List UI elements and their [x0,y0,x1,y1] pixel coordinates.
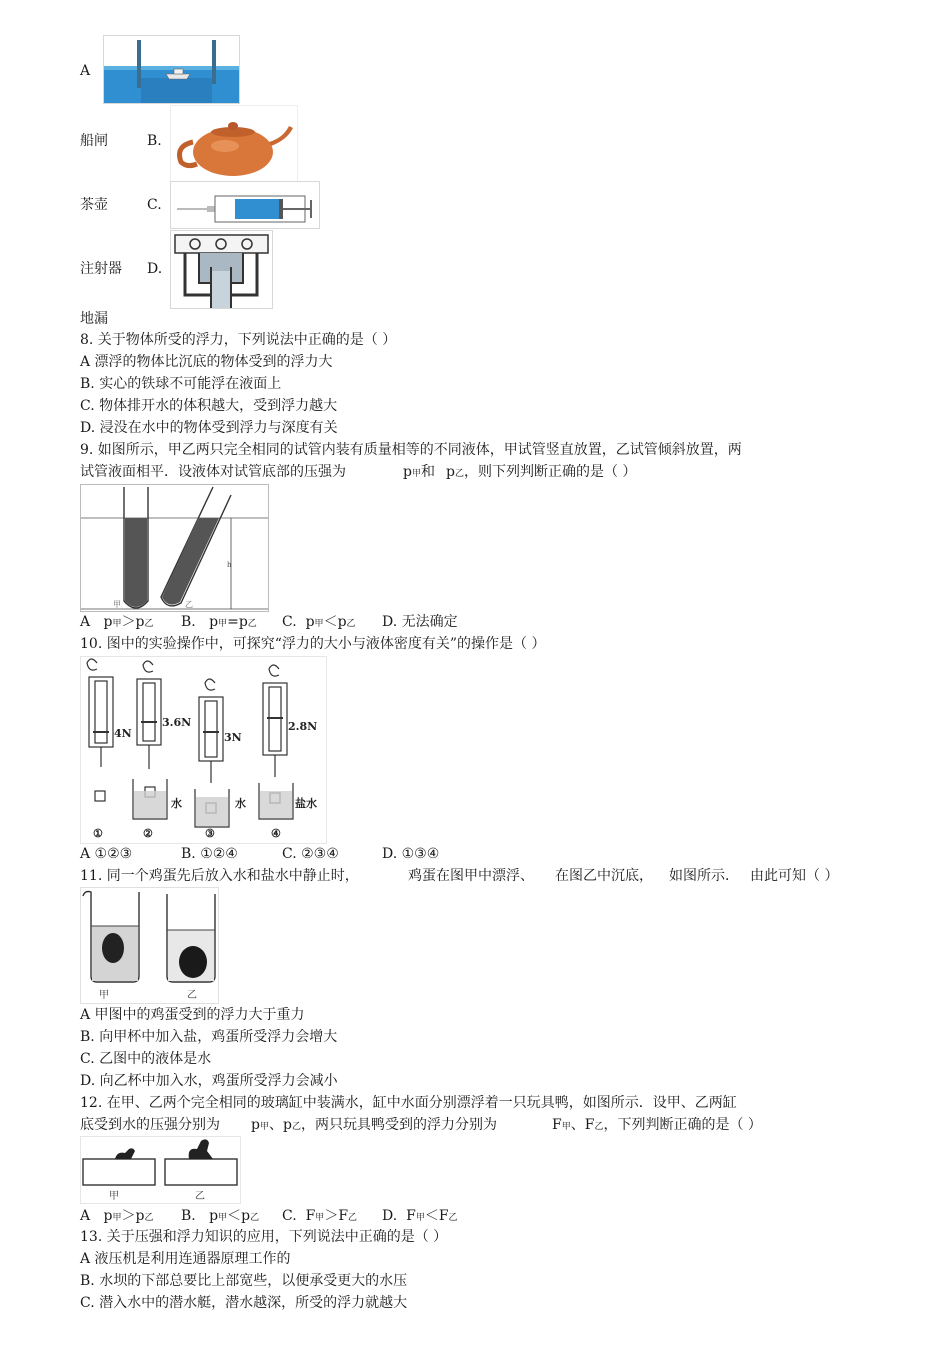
fig-jia-label: 甲 [109,1191,119,1202]
q8-option-d: D. 浸没在水中的物体受到浮力与深度有关 [80,420,338,436]
q9-option-b: B. p甲=p乙 [181,614,257,630]
fig-yi-label: 乙 [187,990,197,1001]
q9-option-d: D. 无法确定 [382,614,458,630]
q12-stem-line1: 12. 在甲、乙两个完全相同的玻璃缸中装满水，缸中水面分别漂浮着一只玩具鸭，如图所示．设甲、乙两缸 [80,1095,737,1111]
q10-stem: 10. 图中的实验操作中，可探究“浮力的大小与液体密度有关”的操作是（ ） [80,636,546,652]
fig-jia-label: 甲 [113,600,121,609]
toy-duck-tanks-figure [80,1136,241,1204]
fig-yi-label: 乙 [185,600,193,609]
q8-option-a: A 漂浮的物体比沉底的物体受到的浮力大 [80,354,333,370]
q12-option-d: D. F甲＜F乙 [382,1208,458,1224]
q12-stem-line2-start: 底受到水的压强分别为 [80,1117,220,1133]
q11-option-d: D. 向乙杯中加入水，鸡蛋所受浮力会减小 [80,1073,338,1089]
q7-option-b-letter: B. [147,133,162,149]
syringe-figure [170,181,320,229]
q9-option-c: C. p甲＜p乙 [282,614,356,630]
q12-option-a: A p甲＞p乙 [80,1208,154,1224]
q13-stem: 13. 关于压强和浮力知识的应用，下列说法中正确的是（ ） [80,1229,448,1245]
q12-pressures: p甲、p乙，两只玩具鸭受到的浮力分别为 [251,1117,497,1133]
q11-stem-part1: 11. 同一个鸡蛋先后放入水和盐水中静止时， [80,868,359,884]
q10-option-a: A ①②③ [80,846,133,862]
q7-caption-b: 茶壶 [80,197,108,213]
force-label-3n: 3N [224,731,242,744]
q7-caption-d: 地漏 [80,311,108,327]
q7-option-d-letter: D. [147,261,163,277]
fig-yi-label: 乙 [195,1191,205,1202]
q10-option-d: D. ①③④ [382,846,440,862]
step-3-label: ③ [205,827,215,840]
q13-option-a: A 液压机是利用连通器原理工作的 [80,1251,291,1267]
q11-option-a: A 甲图中的鸡蛋受到的浮力大于重力 [80,1007,305,1023]
q9-option-a: A p甲＞p乙 [80,614,154,630]
q13-option-c: C. 潜入水中的潜水艇，潜水越深，所受的浮力就越大 [80,1295,408,1311]
step-1-label: ① [93,827,103,840]
spring-scale-figure [80,656,327,844]
q13-option-b: B. 水坝的下部总要比上部宽些，以便承受更大的水压 [80,1273,408,1289]
q7-caption-c: 注射器 [80,261,122,277]
q7-option-c-letter: C. [147,197,162,213]
force-label-3-6n: 3.6N [162,716,192,729]
water-label-2: 水 [171,797,182,810]
fig-h-label: h [227,561,232,569]
teapot-figure [170,105,298,182]
q12-option-b: B. p甲＜p乙 [181,1208,260,1224]
q12-option-c: C. F甲＞F乙 [282,1208,358,1224]
q8-option-c: C. 物体排开水的体积越大，受到浮力越大 [80,398,338,414]
q10-option-b: B. ①②④ [181,846,238,862]
floor-drain-figure [170,230,273,309]
q11-option-b: B. 向甲杯中加入盐，鸡蛋所受浮力会增大 [80,1029,338,1045]
water-label-3: 水 [235,797,246,810]
salt-water-label: 盐水 [295,797,317,810]
force-label-2-8n: 2.8N [288,720,318,733]
q9-stem-line2-start: 试管液面相平．设液体对试管底部的压强为 [80,464,346,480]
q11-stem-part2: 鸡蛋在图甲中漂浮、 [408,868,534,884]
q11-stem-part3: 在图乙中沉底， [555,868,653,884]
fig-jia-label: 甲 [99,990,109,1001]
q9-p-yi: p乙，则下列判断正确的是（ ） [446,464,637,480]
q7-option-a-letter: A [80,63,91,79]
q7-caption-a: 船闸 [80,133,108,149]
test-tubes-figure [80,484,269,612]
q11-stem-part4: 如图所示． [669,868,739,884]
force-label-4n: 4N [114,727,132,740]
q12-forces: F甲、F乙，下列判断正确的是（ ） [552,1117,762,1133]
q11-stem-part5: 由此可知（ ） [750,868,839,884]
ship-lock-figure [103,35,240,104]
q11-option-c: C. 乙图中的液体是水 [80,1051,212,1067]
q8-stem: 8. 关于物体所受的浮力，下列说法中正确的是（ ） [80,332,397,348]
q9-stem-line1: 9. 如图所示，甲乙两只完全相同的试管内装有质量相等的不同液体，甲试管竖直放置，乙试管倾斜放置，两 [80,442,742,458]
step-2-label: ② [143,827,153,840]
q10-option-c: C. ②③④ [282,846,339,862]
egg-beakers-figure [80,887,219,1004]
q8-option-b: B. 实心的铁球不可能浮在液面上 [80,376,282,392]
q9-p-jia: p甲和 [403,464,435,480]
step-4-label: ④ [271,827,281,840]
